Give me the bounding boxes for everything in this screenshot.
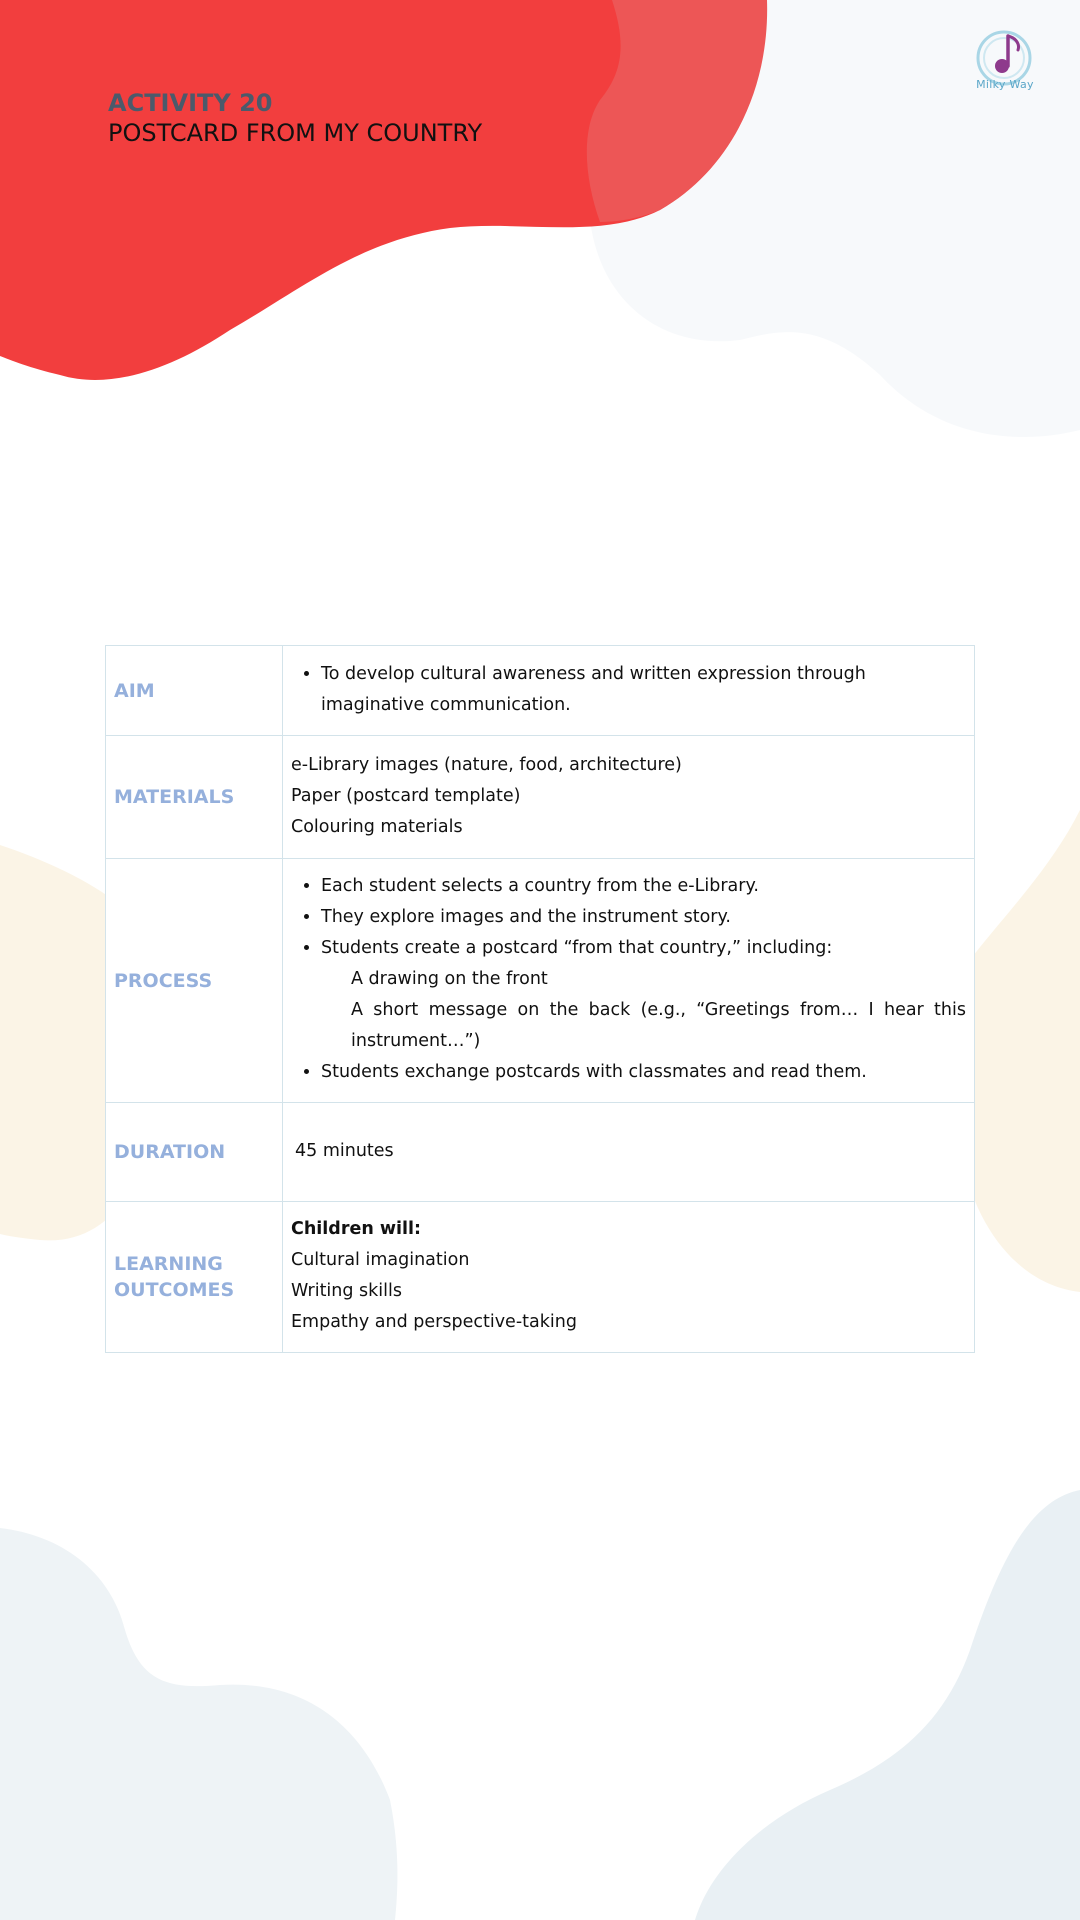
- content-duration: [283, 1103, 975, 1202]
- label-duration: DURATION: [106, 1103, 283, 1202]
- outcome-item: Writing skills: [291, 1281, 403, 1301]
- outcome-item: Empathy and perspective-taking: [291, 1312, 577, 1332]
- table-row-process: [106, 859, 975, 1103]
- outcome-item: Cultural imagination: [291, 1250, 470, 1270]
- table-row-outcomes: [106, 1202, 975, 1353]
- page-title: POSTCARD FROM MY COUNTRY: [108, 119, 483, 147]
- process-step-text: Students create a postcard “from that country,” including:: [321, 938, 833, 958]
- logo-text: Milky Way: [976, 78, 1034, 91]
- activity-number: ACTIVITY 20: [108, 89, 273, 117]
- content-outcomes: [283, 1202, 975, 1353]
- materials-item: e-Library images (nature, food, architecture): [291, 754, 682, 775]
- aim-bullet: • To develop cultural awareness and written expression through imaginative communication.: [321, 659, 966, 721]
- process-step: • Students exchange postcards with classmates and read them.: [321, 1057, 966, 1088]
- content-process: [283, 859, 975, 1103]
- label-materials: MATERIALS: [106, 736, 283, 859]
- materials-item: Colouring materials: [291, 816, 463, 837]
- label-outcomes: LEARNING OUTCOMES: [106, 1202, 283, 1353]
- label-process: PROCESS: [106, 859, 283, 1103]
- table-row-materials: [106, 736, 975, 859]
- outcomes-heading: Children will:: [291, 1219, 422, 1239]
- materials-item: Paper (postcard template): [291, 785, 521, 806]
- label-aim: AIM: [106, 646, 283, 736]
- grey-blob-bottom-right: [695, 1490, 1080, 1920]
- grey-blob-bottom-left: [0, 1528, 397, 1920]
- content-aim: [283, 646, 975, 736]
- process-step: • Each student selects a country from the e-Library.: [321, 871, 966, 902]
- process-substep: A drawing on the front: [351, 969, 548, 989]
- process-substep: A short message on the back (e.g., “Greetings from… I hear this instrument…”): [351, 1000, 966, 1051]
- activity-table: [105, 645, 975, 1353]
- process-step: • They explore images and the instrument story.: [321, 902, 966, 933]
- duration-value: 45 minutes: [295, 1140, 394, 1161]
- content-materials: [283, 736, 975, 859]
- title-block: [108, 88, 482, 148]
- table-row-aim: [106, 646, 975, 736]
- process-step: [321, 933, 966, 1057]
- table-row-duration: [106, 1103, 975, 1202]
